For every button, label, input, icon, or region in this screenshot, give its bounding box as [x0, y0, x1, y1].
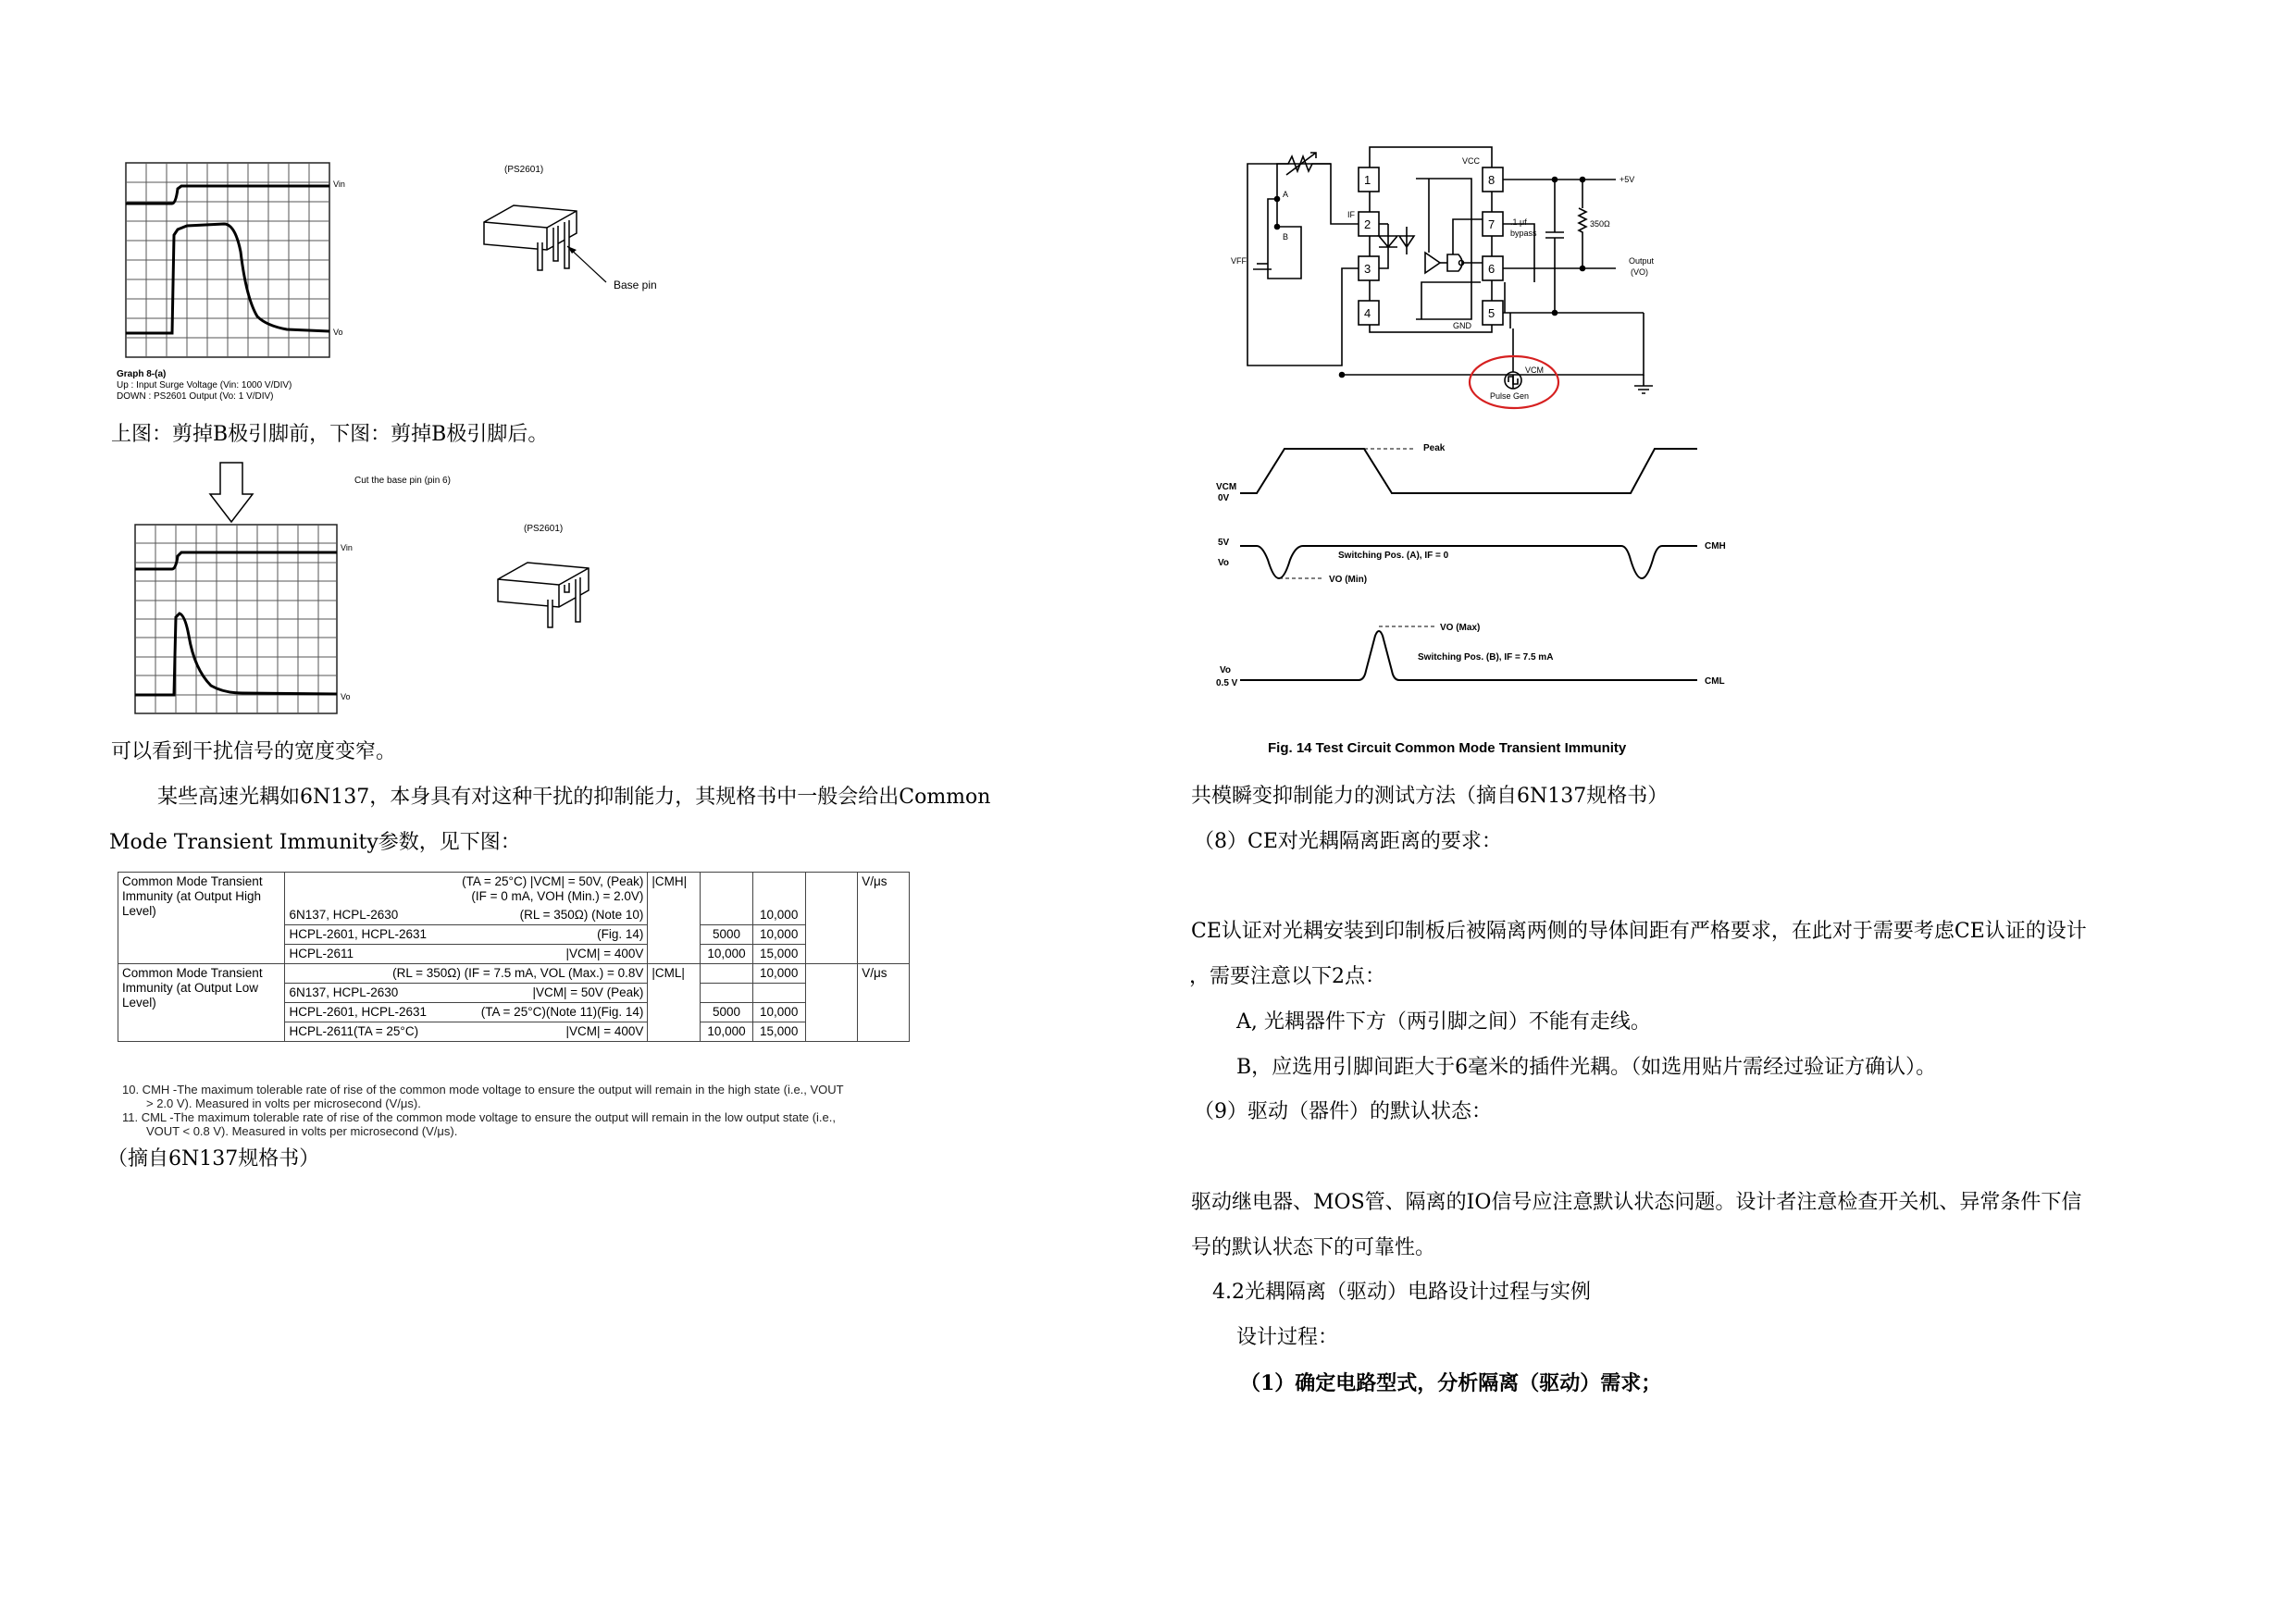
- peak-label: Peak: [1423, 443, 1446, 453]
- note-10-line2: > 2.0 V). Measured in volts per microsecond (V/μs).: [146, 1096, 421, 1110]
- cm-high-param: Common Mode Transient Immunity (at Output High Level): [118, 873, 285, 964]
- fig14-caption: Fig. 14 Test Circuit Common Mode Transient Immunity: [1268, 740, 1627, 756]
- p-ce-heading: （8）CE对光耦隔离距离的要求：: [1194, 830, 1502, 853]
- cm-low-2611-typ: 15,000: [752, 1022, 805, 1042]
- table-notes: [122, 1083, 844, 1138]
- package-a-label: (PS2601): [504, 165, 544, 175]
- pin-5: 5: [1488, 306, 1496, 320]
- pin-6: 6: [1488, 262, 1496, 276]
- cm-transient-waveforms: [1203, 430, 1726, 699]
- pin-3: 3: [1364, 262, 1371, 276]
- vo-max-label: VO (Max): [1440, 623, 1481, 633]
- cm-high-symbol: |CMH|: [648, 873, 701, 964]
- down-arrow-icon: [208, 461, 254, 526]
- oscillograph-before: [120, 159, 352, 372]
- cm-high-vcm400: |VCM| = 400V: [468, 945, 648, 964]
- text-6n137-intro: 某些高速光耦如6N137，本身具有对这种干扰的抑制能力，其规格书中一般会给出Common: [157, 786, 991, 809]
- cm-low-param: Common Mode Transient Immunity (at Output Low Level): [118, 964, 285, 1042]
- graph-a-caption-up: Up : Input Surge Voltage (Vin: 1000 V/DIV): [117, 380, 292, 390]
- switching-a-label: Switching Pos. (A), IF = 0: [1338, 551, 1449, 561]
- note-11-line2: VOUT < 0.8 V). Measured in volts per microsecond (V/μs).: [146, 1124, 458, 1138]
- bypass-cap-label: .1 μf: [1510, 217, 1527, 227]
- vo-min-label: VO (Min): [1329, 575, 1368, 585]
- p-ce-points: ，需要注意以下2点：: [1189, 965, 1385, 988]
- pin-7: 7: [1488, 217, 1496, 231]
- cmh-label: CMH: [1705, 541, 1726, 551]
- pin-1: 1: [1364, 173, 1371, 187]
- cm-low-2611-min: 10,000: [701, 1022, 753, 1042]
- cm-high-2611-min: 10,000: [701, 945, 753, 964]
- table-row: [118, 873, 910, 907]
- cm-high-cond1: (TA = 25°C) |VCM| = 50V, (Peak): [462, 874, 644, 888]
- if-label: IF: [1347, 210, 1355, 219]
- cm-high-rl: (RL = 350Ω) (Note 10): [468, 906, 648, 925]
- pin-8: 8: [1488, 173, 1496, 187]
- text-cmti-param: Mode Transient Immunity参数，见下图：: [109, 831, 521, 854]
- graph-a-caption: [117, 369, 292, 403]
- cm-low-cond1: (RL = 350Ω) (IF = 7.5 mA, VOL (Max.) = 0.8V: [285, 964, 648, 984]
- p-default-state-2: 号的默认状态下的可靠性。: [1191, 1236, 1436, 1259]
- table-row: [118, 964, 910, 984]
- vcc-label: VCC: [1462, 156, 1481, 166]
- output-label: Output: [1629, 256, 1655, 266]
- cm-high-2611-typ: 15,000: [752, 945, 805, 964]
- p-point-a: A, 光耦器件下方（两引脚之间）不能有走线。: [1236, 1010, 1651, 1034]
- text-width-narrowed: 可以看到干扰信号的宽度变窄。: [111, 740, 397, 763]
- pin-2: 2: [1364, 217, 1371, 231]
- cm-low-part-6n137: 6N137, HCPL-2630: [285, 984, 468, 1003]
- pin-4: 4: [1364, 306, 1371, 320]
- zero-v-label: 0V: [1218, 493, 1230, 503]
- cml-label: CML: [1705, 676, 1725, 687]
- cm-high-conditions: [285, 873, 648, 907]
- graph-a-caption-title: Graph 8-(a): [117, 369, 167, 379]
- note-10-line1: 10. CMH -The maximum tolerable rate of rise of the common mode voltage to ensure the output will remain in the high state (i.e., VOUT: [122, 1083, 844, 1096]
- graph-a-vin-label: Vin: [333, 180, 345, 189]
- p-design-process: 设计过程：: [1236, 1326, 1339, 1349]
- pulse-gen-label: Pulse Gen: [1490, 391, 1530, 401]
- vo-label-1: Vo: [1218, 558, 1230, 568]
- cm-high-unit: V/μs: [858, 873, 910, 964]
- cm-low-vcm400: |VCM| = 400V: [468, 1022, 648, 1042]
- vo-label-2: Vo: [1220, 665, 1232, 675]
- graph-b-vin-label: Vin: [341, 543, 353, 552]
- cut-base-pin-label: Cut the base pin (pin 6): [354, 476, 451, 486]
- five-v-label: 5V: [1218, 538, 1230, 548]
- vcm-wave-label: VCM: [1216, 482, 1237, 492]
- cm-high-fig: (Fig. 14): [468, 925, 648, 945]
- cm-high-part-2601: HCPL-2601, HCPL-2631: [285, 925, 468, 945]
- p-default-state-1: 驱动继电器、MOS管、隔离的IO信号应注意默认状态问题。设计者注意检查开关机、异常条件下信: [1191, 1191, 2082, 1214]
- cmti-spec-table: [118, 872, 910, 1042]
- cm-low-part-2611: HCPL-2611(TA = 25°C): [285, 1022, 468, 1042]
- base-pin-label: Base pin: [614, 279, 657, 291]
- oscillograph-after: [131, 521, 363, 729]
- resistor-label: 350Ω: [1590, 219, 1610, 229]
- gnd-label: GND: [1453, 321, 1471, 330]
- cm-high-part-2611: HCPL-2611: [285, 945, 468, 964]
- cm-low-vcm50: |VCM| = 50V (Peak): [468, 984, 648, 1003]
- cm-high-2601-typ: 10,000: [752, 925, 805, 945]
- bypass-label: bypass: [1510, 229, 1537, 238]
- cm-low-2601-typ: 10,000: [752, 1003, 805, 1022]
- p-default-state-heading: （9）驱动（器件）的默认状态：: [1194, 1100, 1492, 1123]
- source-6n137: （摘自6N137规格书）: [107, 1147, 320, 1171]
- cm-high-2601-min: 5000: [701, 925, 753, 945]
- p-test-method: 共模瞬变抑制能力的测试方法（摘自6N137规格书）: [1191, 785, 1669, 808]
- graph-a-caption-down: DOWN : PS2601 Output (Vo: 1 V/DIV): [117, 391, 274, 402]
- cm-low-part-2601: HCPL-2601, HCPL-2631: [285, 1003, 468, 1022]
- ps2601-package-with-base-pin: [477, 157, 689, 305]
- p-point-b: B，应选用引脚间距大于6毫米的插件光耦。（如选用贴片需经过验证方确认）。: [1236, 1056, 1937, 1079]
- package-b-label: (PS2601): [524, 524, 564, 534]
- plus5v-label: +5V: [1620, 175, 1635, 184]
- cm-low-2601-min: 5000: [701, 1003, 753, 1022]
- section-4-2-heading: 4.2光耦隔离（驱动）电路设计过程与实例: [1212, 1281, 1591, 1304]
- p-ce-requirement: CE认证对光耦安装到印制板后被隔离两侧的导体间距有严格要求，在此对于需要考虑CE认证的设计: [1191, 920, 2087, 943]
- switch-a-label: A: [1283, 190, 1289, 199]
- graph-a-vo-label: Vo: [333, 328, 343, 337]
- vcm-label: VCM: [1525, 365, 1544, 375]
- cm-low-note11: (TA = 25°C)(Note 11)(Fig. 14): [468, 1003, 648, 1022]
- p-step-1: （1）确定电路型式，分析隔离（驱动）需求；: [1240, 1371, 1662, 1395]
- switching-b-label: Switching Pos. (B), IF = 7.5 mA: [1418, 652, 1554, 663]
- ps2601-package-cut: [490, 518, 611, 638]
- note-11-line1: 11. CML -The maximum tolerable rate of rise of the common mode voltage to ensure the output will remain in the low output state (i.e.,: [122, 1110, 836, 1124]
- cm-high-cond2: (IF = 0 mA, VOH (Min.) = 2.0V): [471, 889, 644, 903]
- graph-b-vo-label: Vo: [341, 692, 351, 701]
- test-circuit-diagram: [1231, 143, 1694, 421]
- half-v-label: 0.5 V: [1216, 678, 1238, 688]
- vff-label: VFF: [1231, 256, 1247, 266]
- cm-low-unit: V/μs: [858, 964, 910, 1042]
- cm-low-symbol: |CML|: [648, 964, 701, 1042]
- cm-high-6n137-typ: 10,000: [752, 906, 805, 925]
- text-before-after: 上图：剪掉B极引脚前，下图：剪掉B极引脚后。: [111, 423, 549, 446]
- switch-b-label: B: [1283, 232, 1289, 242]
- cm-high-part-6n137: 6N137, HCPL-2630: [285, 906, 468, 925]
- cm-low-typ: 10,000: [752, 964, 805, 984]
- output-vo-label: (VO): [1631, 267, 1648, 277]
